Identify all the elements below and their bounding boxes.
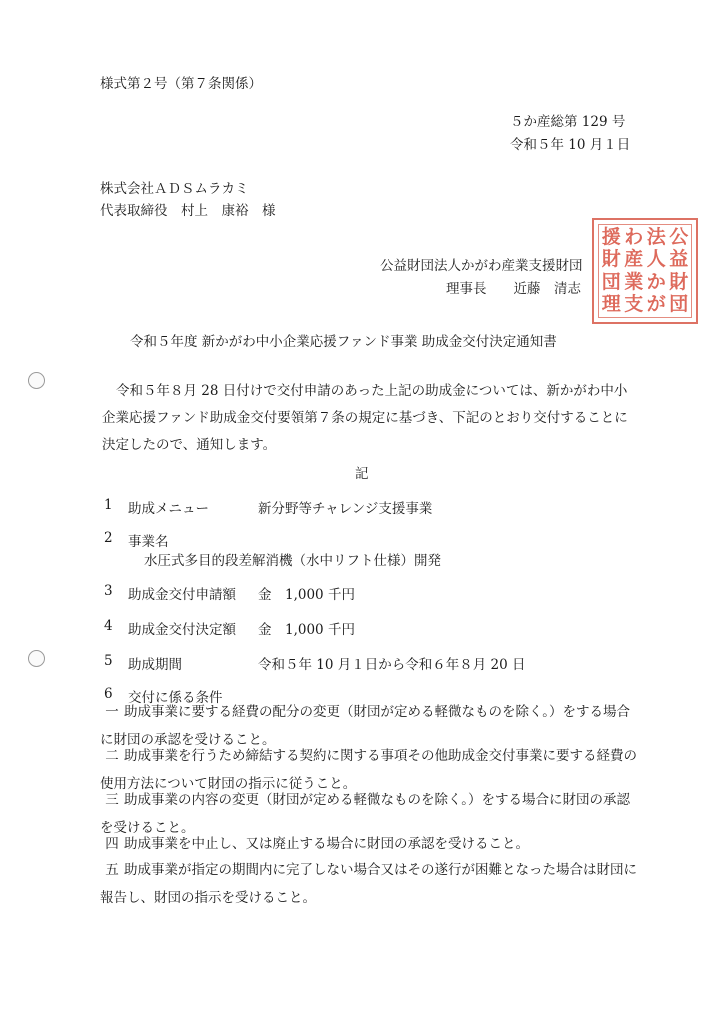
item-number: 5 — [104, 653, 113, 669]
item-number: 3 — [104, 583, 113, 599]
seal-glyph: 法 — [646, 225, 666, 248]
seal-glyph: わ — [624, 225, 644, 248]
condition-item — [100, 856, 640, 912]
punch-hole-bottom — [28, 650, 45, 667]
document-date: 令和５年 10 月１日 — [510, 137, 631, 153]
seal-glyph: 人 — [646, 248, 666, 271]
document-title: 令和５年度 新かがわ中小企業応援ファンド事業 助成金交付決定通知書 — [130, 334, 557, 350]
condition-text: 助成事業に要する経費の配分の変更（財団が定める軽微なものを除く。）をする場合に財団の承認を受けること。 — [100, 704, 630, 748]
seal-glyph: 益 — [669, 248, 689, 271]
seal-glyph: 財 — [601, 248, 621, 271]
item-number: 1 — [104, 497, 113, 513]
item-value: 令和５年 10 月１日から令和６年８月 20 日 — [258, 657, 526, 673]
item-value: 水圧式多目的段差解消機（水中リフト仕様）開発 — [144, 553, 441, 569]
condition-number: 一 — [105, 704, 119, 720]
document-number: ５か産総第 129 号 — [510, 114, 626, 130]
item-label: 助成金交付決定額 — [128, 622, 236, 638]
item-value: 新分野等チャレンジ支援事業 — [258, 501, 433, 517]
seal-glyph: か — [646, 270, 666, 293]
seal-glyph: 支 — [624, 293, 644, 316]
item-label: 交付に係る条件 — [128, 690, 223, 706]
item-label: 助成金交付申請額 — [128, 587, 236, 603]
condition-number: 五 — [105, 862, 119, 878]
punch-hole-top — [28, 372, 45, 389]
seal-glyph: 理 — [601, 293, 621, 316]
body-paragraph — [102, 378, 632, 459]
seal-glyph: 財 — [669, 270, 689, 293]
ki-heading: 記 — [355, 466, 369, 482]
item-label: 事業名 — [128, 534, 169, 550]
seal-glyph: が — [646, 293, 666, 316]
condition-number: 二 — [105, 748, 119, 764]
item-row — [104, 497, 113, 513]
sender-title-name: 理事長 近藤 清志 — [446, 281, 581, 297]
seal-glyph: 公 — [669, 225, 689, 248]
recipient-representative: 代表取締役 村上 康裕 様 — [100, 203, 276, 219]
condition-text: 助成事業の内容の変更（財団が定める軽微なものを除く。）をする場合に財団の承認を受けること。 — [100, 792, 630, 836]
item-number: 2 — [104, 530, 113, 546]
condition-text: 助成事業を中止し、又は廃止する場合に財団の承認を受けること。 — [124, 836, 529, 852]
condition-number: 四 — [105, 836, 119, 852]
sender-organization: 公益財団法人かがわ産業支援財団 — [380, 258, 583, 274]
condition-text: 助成事業が指定の期間内に完了しない場合又はその遂行が困難となった場合は財団に報告し、財団の指示を受けること。 — [100, 862, 637, 906]
item-number: 6 — [104, 686, 113, 702]
item-number: 4 — [104, 618, 113, 634]
seal-glyph: 援 — [601, 225, 621, 248]
item-label: 助成メニュー — [128, 501, 209, 517]
condition-number: 三 — [105, 792, 119, 808]
seal-glyph: 業 — [624, 270, 644, 293]
recipient-company: 株式会社ＡＤＳムラカミ — [100, 181, 249, 197]
seal-glyph: 団 — [601, 270, 621, 293]
item-label: 助成期間 — [128, 657, 182, 673]
form-label: 様式第２号（第７条関係） — [100, 76, 262, 92]
item-value: 金 1,000 千円 — [258, 587, 355, 603]
item-value: 金 1,000 千円 — [258, 622, 355, 638]
condition-item — [100, 830, 640, 858]
body-text: 令和５年８月 28 日付けで交付申請のあった上記の助成金については、新かがわ中小企業応援ファンド助成金交付要領第７条の規定に基づき、下記のとおり交付することに決定したので、通知します。 — [102, 383, 628, 453]
condition-text: 助成事業を行うため締結する契約に関する事項その他助成金交付事業に要する経費の使用方法について財団の指示に従うこと。 — [100, 748, 637, 792]
official-seal — [592, 218, 698, 324]
seal-glyph: 団 — [669, 293, 689, 316]
seal-glyph: 産 — [624, 248, 644, 271]
